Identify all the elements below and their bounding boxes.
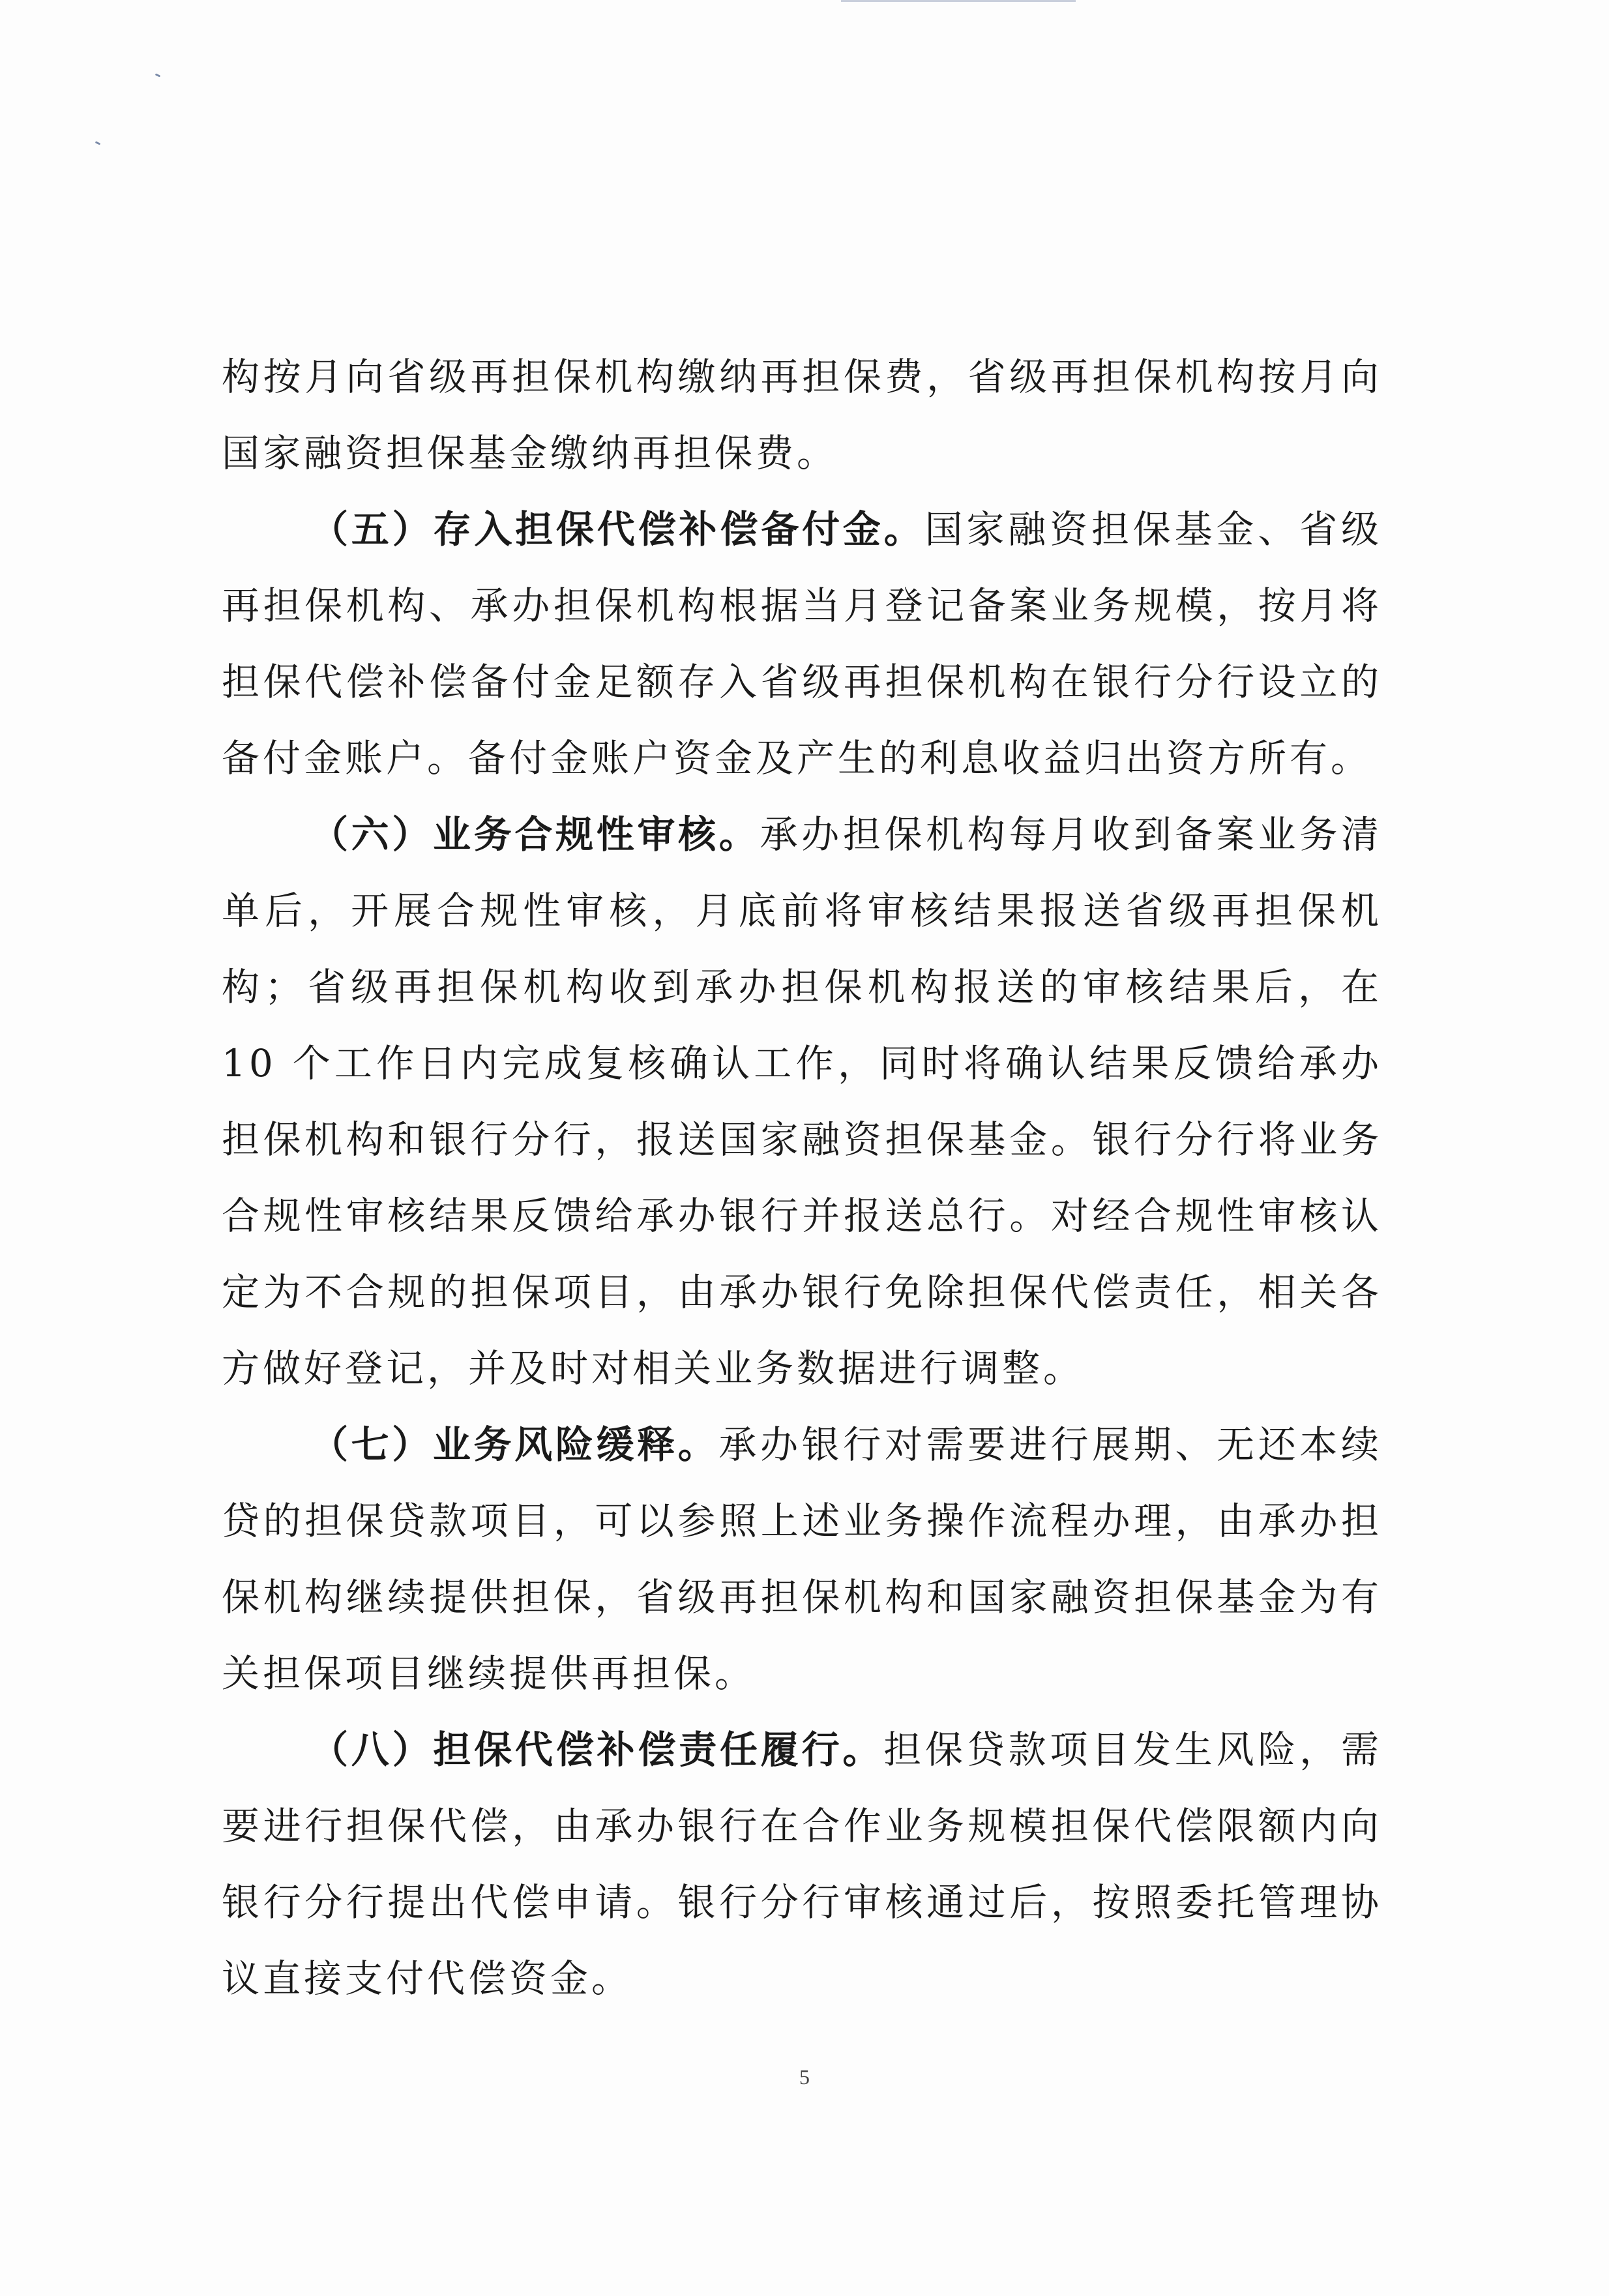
page-number: 5 <box>799 2065 810 2089</box>
section-heading: （七）业务风险缓释。 <box>310 1422 719 1467</box>
paragraph-continuation <box>222 339 1382 492</box>
section-heading: （八）担保代偿补偿责任履行。 <box>310 1728 884 1772</box>
paragraph-section-7 <box>222 1407 1382 1712</box>
paragraph-section-5 <box>222 492 1382 797</box>
paragraph-text: 承办银行对需要进行展期、无还本续贷的担保贷款项目，可以参照上述业务操作流程办理，由承办担保机构继续提供担保，省级再担保机构和国家融资担保基金为有关担保项目继续提供再担保。 <box>222 1422 1382 1696</box>
scan-edge-mark <box>841 0 1076 2</box>
paragraph-section-6 <box>222 797 1382 1407</box>
paragraph-text: 构按月向省级再担保机构缴纳再担保费，省级再担保机构按月向国家融资担保基金缴纳再担保费。 <box>222 355 1382 475</box>
paragraph-text: 承办担保机构每月收到备案业务清单后，开展合规性审核，月底前将审核结果报送省级再担保机构；省级再担保机构收到承办担保机构报送的审核结果后，在 10 个工作日内完成复核确认工作，同时将确认结果反馈给承办担保机构和银行分行，报送国家融资担保基金。银行分行将业务合规性审核结果反馈给承办银行并报送总行。对经合规性审核认定为不合规的担保项目，由承办银行免除担保代偿责任，相关各方做好登记，并及时对相关业务数据进行调整。 <box>222 812 1382 1391</box>
paragraph-text: 担保贷款项目发生风险，需要进行担保代偿，由承办银行在合作业务规模担保代偿限额内向银行分行提出代偿申请。银行分行审核通过后，按照委托管理协议直接支付代偿资金。 <box>222 1728 1382 2001</box>
scan-speck <box>95 141 101 145</box>
paragraph-section-8 <box>222 1712 1382 2017</box>
document-body <box>222 339 1382 2017</box>
section-heading: （五）存入担保代偿补偿备付金。 <box>310 507 925 552</box>
paragraph-text: 国家融资担保基金、省级再担保机构、承办担保机构根据当月登记备案业务规模，按月将担保代偿补偿备付金足额存入省级再担保机构在银行分行设立的备付金账户。备付金账户资金及产生的利息收益归出资方所有。 <box>222 507 1382 780</box>
scan-speck <box>155 73 161 77</box>
section-heading: （六）业务合规性审核。 <box>310 812 760 857</box>
